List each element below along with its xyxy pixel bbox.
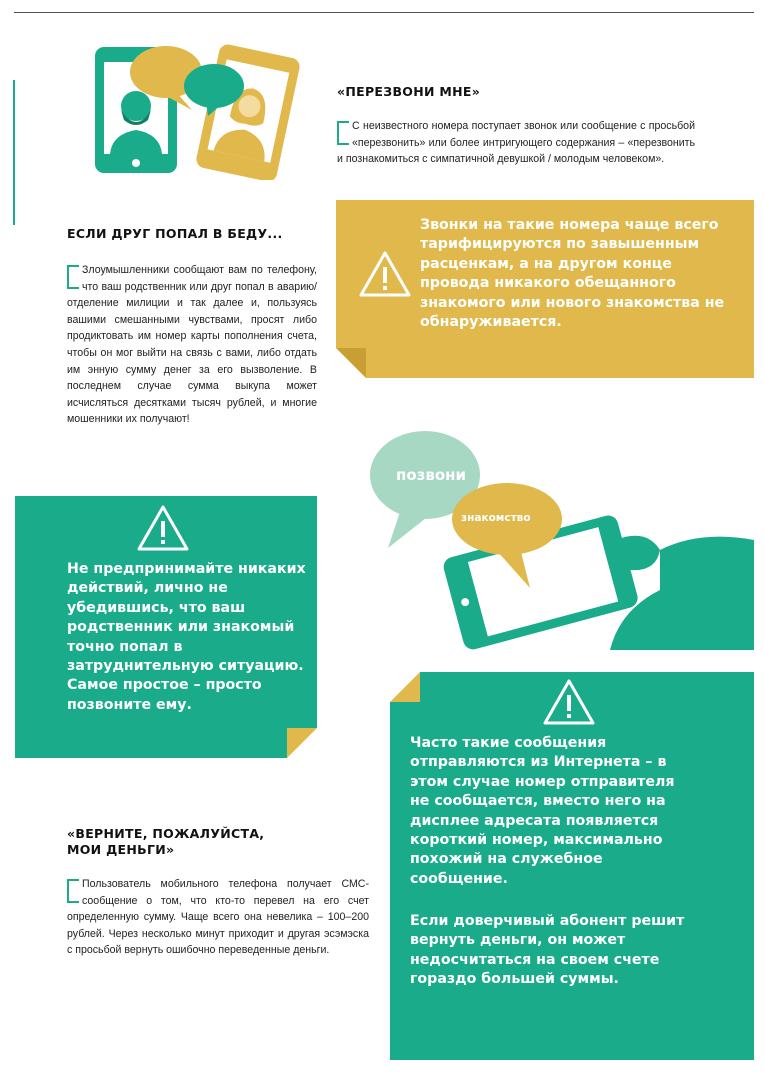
return-money-heading [67, 826, 264, 858]
call-back-paragraph: С неизвестного номера поступает звонок или сообщение с просьбой «перезвонить» или более интригующего содержания – «перезвонить и познакомиться с симпатичной девушкой / молодым человеком». [337, 120, 695, 166]
return-money-paragraph: Пользователь мобильного телефона получает СМС-сообщение о том, что кто-то перевел на его счет определенную сумму. Чаще всего она невелика – 100–200 рублей. Через несколько минут приходит и другая эсэмэска с просьбой вернуть ошибочно переведенные деньги. [67, 878, 369, 957]
call-back-text-block [337, 118, 695, 168]
call-back-warning-box [336, 200, 754, 378]
friend-trouble-heading: ЕСЛИ ДРУГ ПОПАЛ В БЕДУ... [67, 226, 283, 241]
return-money-warning-box [390, 672, 754, 1060]
page-fold [287, 728, 317, 758]
friend-trouble-warning-text: Не предпринимайте никаких действий, лично не убедившись, что ваш родственник или знакомый точно попал в затруднительную ситуацию. Самое простое – просто позвоните ему. [67, 561, 306, 713]
friend-trouble-text-block [67, 262, 317, 428]
warning-icon [542, 678, 596, 726]
bubble-call-label: позвони [396, 466, 467, 484]
warning-icon [136, 504, 190, 552]
top-rule [14, 12, 754, 13]
return-money-warning-text-2: Если доверчивый абонент решит вернуть деньги, он может недосчитаться на своем счете гораздо большей суммы. [410, 913, 685, 988]
page-fold [390, 672, 420, 702]
hand-phone-illustration [360, 420, 754, 650]
drop-cap-bracket [67, 879, 79, 903]
drop-cap-bracket [67, 265, 79, 289]
bubble-dating-label: знакомство [461, 512, 531, 524]
friend-trouble-warning-box [15, 496, 317, 758]
side-accent-line [13, 80, 15, 225]
return-money-text-block [67, 876, 369, 959]
warning-icon [358, 250, 412, 298]
drop-cap-bracket [337, 121, 349, 145]
return-money-warning-text-1: Часто такие сообщения отправляются из Интернета – в этом случае номер отправителя не сообщается, вместо него на дисплее адресата появляется короткий номер, максимально похожий на служебное сообщение. [410, 735, 675, 887]
call-back-heading: «ПЕРЕЗВОНИ МНЕ» [337, 84, 481, 99]
return-money-heading-line-1: «ВЕРНИТЕ, ПОЖАЛУЙСТА, [67, 826, 265, 841]
call-back-warning-text: Звонки на такие номера чаще всего тарифицируются по завышенным расценкам, а на другом конце провода никакого обещанного знакомого или нового знакомства не обнаруживается. [420, 217, 725, 331]
page-fold [336, 348, 366, 378]
return-money-heading-line-2: МОИ ДЕНЬГИ» [67, 842, 175, 857]
phones-illustration [80, 30, 320, 180]
friend-trouble-paragraph: Злоумышленники сообщают вам по телефону, что ваш родственник или друг попал в аварию/отделение милиции и так далее и, пользуясь вашими смешанными чувствами, просят либо продиктовать им номер карты пополнения счета, чтобы он мог выйти на связь с вами, либо отдать им энную сумму денег за его вызволение. В последнем случае сумма выкупа может исчисляться десятками тысяч рублей, и многие мошенники их получают! [67, 264, 317, 426]
